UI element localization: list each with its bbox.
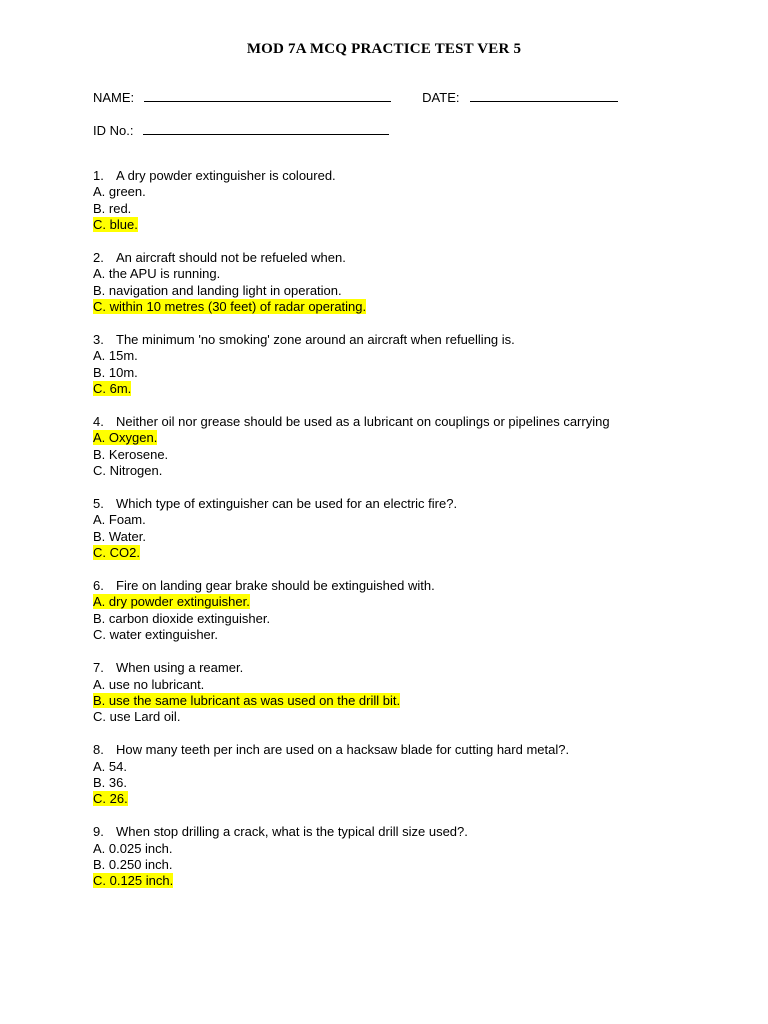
answer-option-text: C. 26. — [93, 791, 128, 807]
answer-option-text: B. 0.250 inch. — [93, 856, 173, 872]
answer-option-highlighted — [93, 430, 713, 446]
question-item — [93, 250, 713, 316]
question-number: 9. — [93, 824, 104, 840]
date-field[interactable] — [470, 88, 618, 102]
answer-option-text: B. navigation and landing light in operation. — [93, 282, 342, 298]
answer-option-text: C. blue. — [93, 217, 138, 233]
question-number: 2. — [93, 250, 104, 266]
answer-option-text: C. within 10 metres (30 feet) of radar operating. — [93, 299, 367, 315]
answer-option-text: C. 0.125 inch. — [93, 873, 174, 889]
answer-option — [93, 759, 713, 775]
id-label: ID No.: — [93, 123, 134, 138]
answer-option-highlighted — [93, 594, 713, 610]
question-number: 5. — [93, 496, 104, 512]
answer-option — [93, 709, 713, 725]
question-line — [93, 578, 713, 594]
question-number: 8. — [93, 742, 104, 758]
name-label: NAME: — [93, 90, 135, 105]
answer-option-text: A. Foam. — [93, 512, 146, 528]
answer-option-text: C. use Lard oil. — [93, 709, 181, 725]
answer-option-text: A. green. — [93, 184, 146, 200]
question-text: When using a reamer. — [116, 660, 244, 676]
answer-option-highlighted — [93, 381, 713, 397]
question-line — [93, 824, 713, 840]
answer-option — [93, 184, 713, 200]
question-item — [93, 660, 713, 726]
question-text: The minimum 'no smoking' zone around an aircraft when refuelling is. — [116, 332, 515, 348]
answer-option — [93, 529, 713, 545]
question-line — [93, 168, 713, 184]
answer-option-text: A. dry powder extinguisher. — [93, 594, 250, 610]
question-line — [93, 660, 713, 676]
answer-option-highlighted — [93, 873, 713, 889]
name-date-row — [93, 88, 618, 105]
question-line — [93, 414, 713, 430]
question-line — [93, 742, 713, 758]
answer-option-text: A. use no lubricant. — [93, 676, 205, 692]
name-field[interactable] — [144, 88, 391, 102]
page-title: MOD 7A MCQ PRACTICE TEST VER 5 — [246, 41, 522, 57]
answer-option-text: A. the APU is running. — [93, 266, 221, 282]
answer-option-highlighted — [93, 693, 713, 709]
id-field[interactable] — [143, 121, 389, 135]
answer-option-text: C. CO2. — [93, 545, 140, 561]
answer-option — [93, 201, 713, 217]
id-row — [93, 121, 389, 138]
answer-option — [93, 512, 713, 528]
question-line — [93, 496, 713, 512]
question-text: Neither oil nor grease should be used as a lubricant on couplings or pipelines carrying — [116, 414, 610, 430]
question-text: How many teeth per inch are used on a hacksaw blade for cutting hard metal?. — [116, 742, 570, 758]
answer-option-text: B. red. — [93, 200, 132, 216]
answer-option-text: B. Water. — [93, 528, 146, 544]
answer-option-highlighted — [93, 217, 713, 233]
answer-option — [93, 283, 713, 299]
answer-option-text: B. carbon dioxide extinguisher. — [93, 610, 271, 626]
question-text: A dry powder extinguisher is coloured. — [116, 168, 336, 183]
answer-option-highlighted — [93, 791, 713, 807]
answer-option — [93, 677, 713, 693]
answer-option-text: B. 10m. — [93, 364, 138, 380]
question-item — [93, 824, 713, 890]
question-item — [93, 496, 713, 562]
answer-option — [93, 348, 713, 364]
question-line — [93, 250, 713, 266]
answer-option — [93, 857, 713, 873]
answer-option-text: B. 36. — [93, 774, 127, 790]
answer-option — [93, 463, 713, 479]
question-text: An aircraft should not be refueled when. — [116, 250, 346, 266]
date-label: DATE: — [422, 90, 460, 105]
answer-option-text: C. 6m. — [93, 381, 132, 397]
answer-option-text: B. Kerosene. — [93, 446, 169, 462]
question-item — [93, 414, 713, 480]
answer-option — [93, 775, 713, 791]
question-list — [93, 168, 713, 906]
answer-option-text: B. use the same lubricant as was used on the drill bit. — [93, 692, 401, 708]
answer-option-text: A. 0.025 inch. — [93, 840, 173, 856]
question-text: Which type of extinguisher can be used for an electric fire?. — [116, 496, 458, 512]
question-number: 6. — [93, 578, 104, 594]
answer-option — [93, 841, 713, 857]
question-line — [93, 332, 713, 348]
answer-option — [93, 627, 713, 643]
answer-option-highlighted — [93, 545, 713, 561]
answer-option-text: C. water extinguisher. — [93, 627, 219, 643]
answer-option-text: A. 15m. — [93, 348, 138, 364]
question-number: 4. — [93, 414, 104, 430]
question-number: 1. — [93, 168, 104, 183]
answer-option-text: A. Oxygen. — [93, 430, 158, 446]
question-item — [93, 332, 713, 398]
question-item — [93, 578, 713, 644]
answer-option — [93, 266, 713, 282]
question-text: When stop drilling a crack, what is the typical drill size used?. — [116, 824, 468, 840]
answer-option — [93, 365, 713, 381]
question-item — [93, 742, 713, 808]
question-number: 7. — [93, 660, 104, 676]
question-number: 3. — [93, 332, 104, 348]
answer-option — [93, 611, 713, 627]
question-text: Fire on landing gear brake should be extinguished with. — [116, 578, 435, 594]
question-item — [93, 168, 713, 234]
answer-option-text: A. 54. — [93, 758, 127, 774]
answer-option-text: C. Nitrogen. — [93, 463, 163, 479]
answer-option-highlighted — [93, 299, 713, 315]
answer-option — [93, 447, 713, 463]
